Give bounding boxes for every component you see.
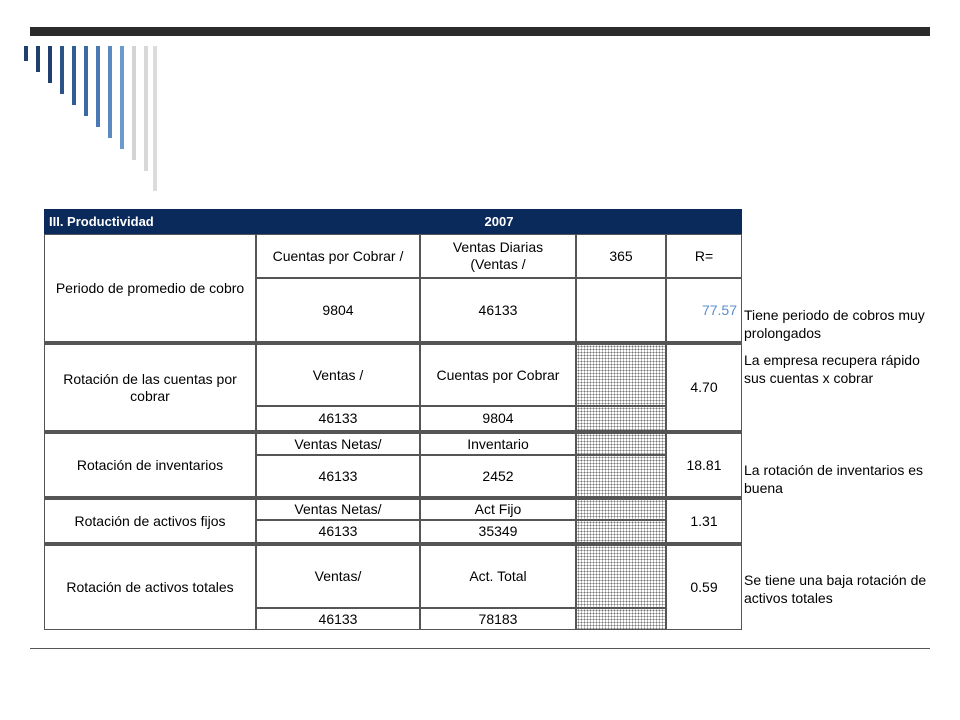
decorative-bar xyxy=(60,46,64,94)
formula-header: 365 xyxy=(576,234,666,278)
bottom-rule xyxy=(30,648,930,649)
formula-header: Ventas/ xyxy=(256,545,420,608)
shaded-cell xyxy=(576,406,666,431)
formula-header: Ventas Netas/ xyxy=(256,433,420,455)
row-label-activos-totales: Rotación de activos totales xyxy=(44,545,256,630)
top-rule xyxy=(30,27,930,36)
formula-header: Ventas / xyxy=(256,344,420,406)
formula-header: Cuentas por Cobrar / xyxy=(256,234,420,278)
decorative-bar xyxy=(96,46,100,127)
row-label-rotacion-cuentas: Rotación de las cuentas por cobrar xyxy=(44,344,256,431)
year-header: 2007 xyxy=(256,209,742,234)
shaded-cell xyxy=(576,545,666,608)
comment-rotacion-inventarios: La rotación de inventarios es buena xyxy=(744,462,923,497)
decorative-bar xyxy=(48,46,52,83)
row-label-periodo-cobro: Periodo de promedio de cobro xyxy=(44,234,256,342)
value-cell: 46133 xyxy=(256,455,420,497)
decorative-bar xyxy=(153,46,157,191)
value-cell: 46133 xyxy=(256,520,420,543)
formula-header: Inventario xyxy=(420,433,576,455)
formula-header: Cuentas por Cobrar xyxy=(420,344,576,406)
value-cell: 9804 xyxy=(256,278,420,342)
decorative-bar xyxy=(24,46,28,61)
result-value: 4.70 xyxy=(666,344,742,431)
decorative-bar xyxy=(132,46,136,160)
decorative-bar xyxy=(72,46,76,105)
shaded-cell xyxy=(576,433,666,455)
shaded-cell xyxy=(576,455,666,497)
shaded-cell xyxy=(576,344,666,406)
shaded-cell xyxy=(576,520,666,543)
result-value: 0.59 xyxy=(666,545,742,630)
result-value: 77.57 xyxy=(666,278,742,342)
value-cell: 9804 xyxy=(420,406,576,431)
value-cell: 35349 xyxy=(420,520,576,543)
row-label-activos-fijos: Rotación de activos fijos xyxy=(44,499,256,543)
section-header: III. Productividad xyxy=(44,209,256,234)
empty-cell xyxy=(576,278,666,342)
decorative-bar xyxy=(108,46,112,138)
result-value: 18.81 xyxy=(666,433,742,497)
result-value: 1.31 xyxy=(666,499,742,543)
shaded-cell xyxy=(576,608,666,630)
formula-header: R= xyxy=(666,234,742,278)
formula-header: Ventas Diarias (Ventas / xyxy=(420,234,576,278)
value-cell: 78183 xyxy=(420,608,576,630)
formula-header: Act. Total xyxy=(420,545,576,608)
decorative-bar xyxy=(36,46,40,72)
decorative-bar xyxy=(144,46,148,171)
comment-rotacion-cuentas: La empresa recupera rápido sus cuentas x cobrar xyxy=(744,352,920,387)
value-cell: 46133 xyxy=(420,278,576,342)
comment-activos-totales: Se tiene una baja rotación de activos totales xyxy=(744,572,927,607)
value-cell: 2452 xyxy=(420,455,576,497)
value-cell: 46133 xyxy=(256,406,420,431)
decorative-bar xyxy=(120,46,124,149)
decorative-bar xyxy=(84,46,88,116)
value-cell: 46133 xyxy=(256,608,420,630)
shaded-cell xyxy=(576,499,666,520)
formula-header: Act Fijo xyxy=(420,499,576,520)
comment-periodo-cobro: Tiene periodo de cobros muy prolongados xyxy=(744,307,925,342)
row-label-rotacion-inventarios: Rotación de inventarios xyxy=(44,433,256,497)
formula-header: Ventas Netas/ xyxy=(256,499,420,520)
